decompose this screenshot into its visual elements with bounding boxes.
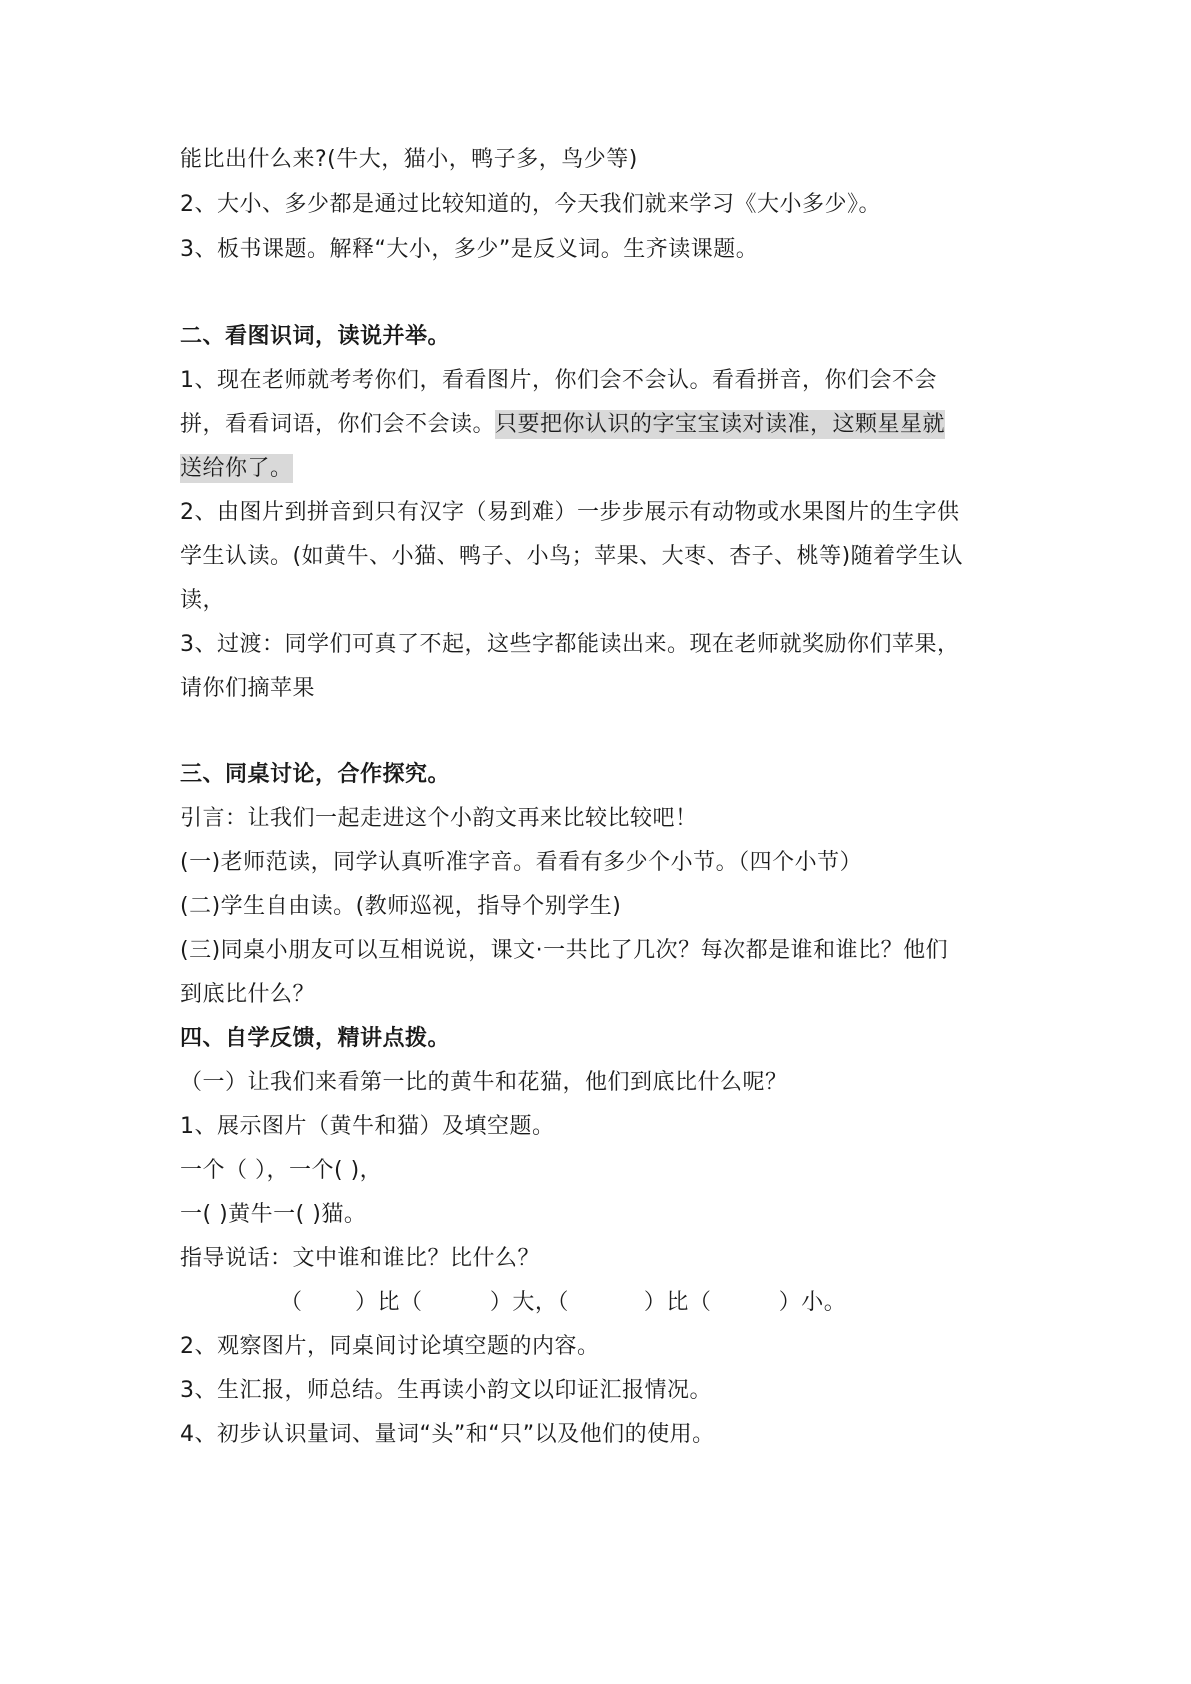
text-line: 能比出什么来?(牛大，猫小，鸭子多，鸟少等) [180, 147, 638, 172]
highlighted-text: 送给你了。 [180, 456, 293, 481]
text-line: 2、大小、多少都是通过比较知道的，今天我们就来学习《大小多少》。 [180, 192, 881, 217]
text-line: 2、观察图片，同桌间讨论填空题的内容。 [180, 1334, 600, 1359]
text-line: 指导说话：文中谁和谁比？比什么？ [180, 1246, 541, 1271]
text-line: 3、过渡：同学们可真了不起，这些字都能读出来。现在老师就奖励你们苹果， [180, 632, 960, 657]
text-line: (三)同桌小朋友可以互相说说，课文·一共比了几次？每次都是谁和谁比？他们 [180, 938, 949, 963]
text-segment: 拼，看看词语，你们会不会读。 [180, 412, 496, 437]
text-line: (二)学生自由读。(教师巡视，指导个别学生) [180, 894, 622, 919]
highlighted-text: 只要把你认识的字宝宝读对读准，这颗星星就 [495, 412, 946, 437]
section-heading-2: 二、看图识词，读说并举。 [180, 324, 451, 349]
text-line: 读， [180, 588, 226, 613]
text-line: 学生认读。(如黄牛、小猫、鸭子、小鸟；苹果、大枣、杏子、桃等)随着学生认 [180, 544, 964, 569]
text-line: 一个（ ），一个( )， [180, 1158, 383, 1183]
text-line: 引言：让我们一起走进这个小韵文再来比较比较吧！ [180, 806, 698, 831]
text-line: 3、板书课题。解释“大小，多少”是反义词。生齐读课题。 [180, 237, 759, 262]
text-line: (一)老师范读，同学认真听准字音。看看有多少个小节。（四个小节） [180, 850, 863, 875]
text-line: 1、现在老师就考考你们，看看图片，你们会不会认。看看拼音，你们会不会 [180, 368, 937, 393]
text-line: 请你们摘苹果 [180, 676, 316, 701]
text-line: 到底比什么？ [180, 982, 316, 1007]
text-line: 2、由图片到拼音到只有汉字（易到难）一步步展示有动物或水果图片的生字供 [180, 500, 960, 525]
text-line: （一）让我们来看第一比的黄牛和花猫，他们到底比什么呢？ [180, 1070, 788, 1095]
section-heading-4: 四、自学反馈，精讲点拨。 [180, 1026, 451, 1051]
text-line: 1、展示图片（黄牛和猫）及填空题。 [180, 1114, 555, 1139]
text-line [180, 410, 1020, 440]
text-line: 一( )黄牛一( )猫。 [180, 1202, 367, 1227]
section-heading-3: 三、同桌讨论，合作探究。 [180, 762, 451, 787]
fill-in-blank-line: （ ）比（ ）大，（ ）比（ ）小。 [280, 1290, 847, 1315]
text-line: 4、初步认识量词、量词“头”和“只”以及他们的使用。 [180, 1422, 715, 1447]
text-line [180, 454, 1020, 484]
text-line: 3、生汇报，师总结。生再读小韵文以印证汇报情况。 [180, 1378, 712, 1403]
